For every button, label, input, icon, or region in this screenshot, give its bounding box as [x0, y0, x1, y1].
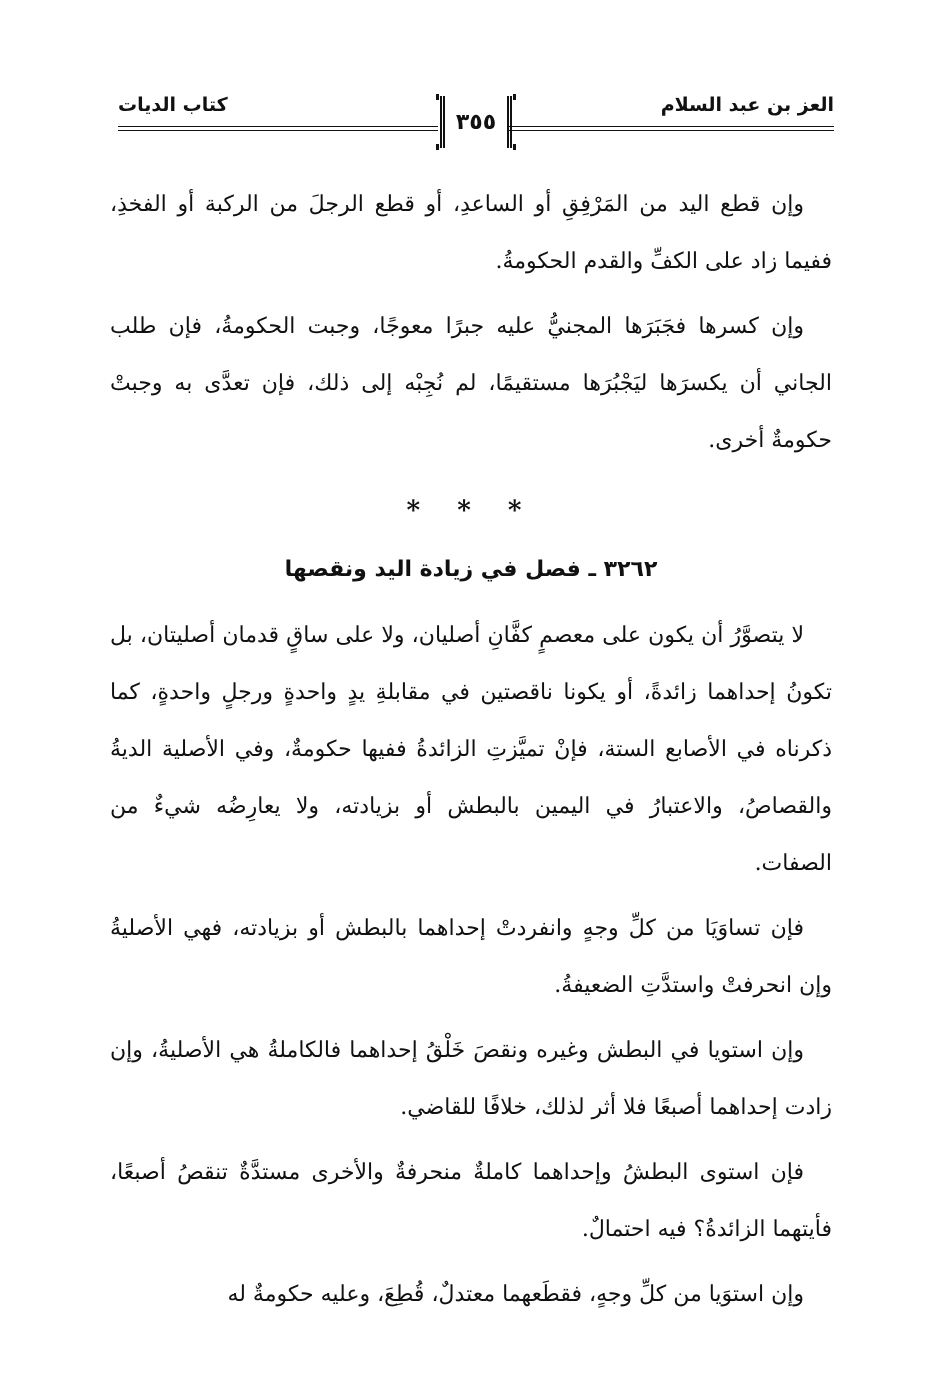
header-rule-left [118, 126, 438, 131]
section-heading: ٣٢٦٢ ـ فصل في زيادة اليد ونقصها [284, 557, 658, 582]
header-book-title: كتاب الديات [118, 94, 228, 116]
page-number-frame [440, 96, 512, 148]
paragraph-6: فإن استوى البطشُ وإحداهما كاملةٌ منحرفةٌ والأخرى مستدَّةٌ تنقصُ أصبعًا، فأيتهما الزائدةُ؟ فيه احتمالٌ. [110, 1160, 832, 1242]
paragraph-5: وإن استويا في البطش وغيره ونقصَ خَلْقُ إحداهما فالكاملةُ هي الأصليةُ، وإن زادت إحداهما أصبعًا فلا أثر لذلك، خلافًا للقاضي. [110, 1038, 832, 1120]
page-body [110, 176, 832, 1323]
paragraph-2: وإن كسرها فجَبَرَها المجنيُّ عليه جبرًا معوجًا، وجبت الحكومةُ، فإن طلب الجاني أن يكسرَها ليَجْبُرَها مستقيمًا، لم نُجِبْه إلى ذلك، فإن تعدَّى به وجبتْ حكومةٌ أخرى. [110, 314, 832, 453]
section-separator: * * * [406, 496, 536, 526]
paragraph-1: وإن قطع اليد من المَرْفِقِ أو الساعدِ، أو قطع الرجلَ من الركبة أو الفخذِ، ففيما زاد على الكفِّ والقدم الحكومةُ. [110, 192, 832, 274]
page-header [118, 86, 834, 166]
paragraph-4: فإن تساوَيَا من كلِّ وجهٍ وانفردتْ إحداهما بالبطش أو بزيادته، فهي الأصليةُ وإن انحرفتْ واستدَّتِ الضعيفةُ. [110, 916, 832, 998]
paragraph-7: وإن استوَيا من كلِّ وجهٍ، فقطَعهما معتدلٌ، قُطِعَ، وعليه حكومةٌ له [227, 1282, 804, 1307]
header-rule-right [508, 126, 834, 131]
header-author: العز بن عبد السلام [660, 94, 834, 116]
page-number: ٣٥٥ [455, 109, 497, 135]
paragraph-3: لا يتصوَّرُ أن يكون على معصمٍ كفَّانِ أصليان، ولا على ساقٍ قدمان أصليتان، بل تكونُ إحداهما زائدةً، أو يكونا ناقصتين في مقابلةِ يدٍ واحدةٍ ورجلٍ واحدةٍ، كما ذكرناه في الأصابع الستة، فإنْ تميَّزتِ الزائدةُ ففيها حكومةٌ، وفي الأصلية الديةُ والقصاصُ، والاعتبارُ في اليمين بالبطش أو بزيادته، ولا يعارِضُه شيءٌ من الصفات. [110, 623, 832, 876]
